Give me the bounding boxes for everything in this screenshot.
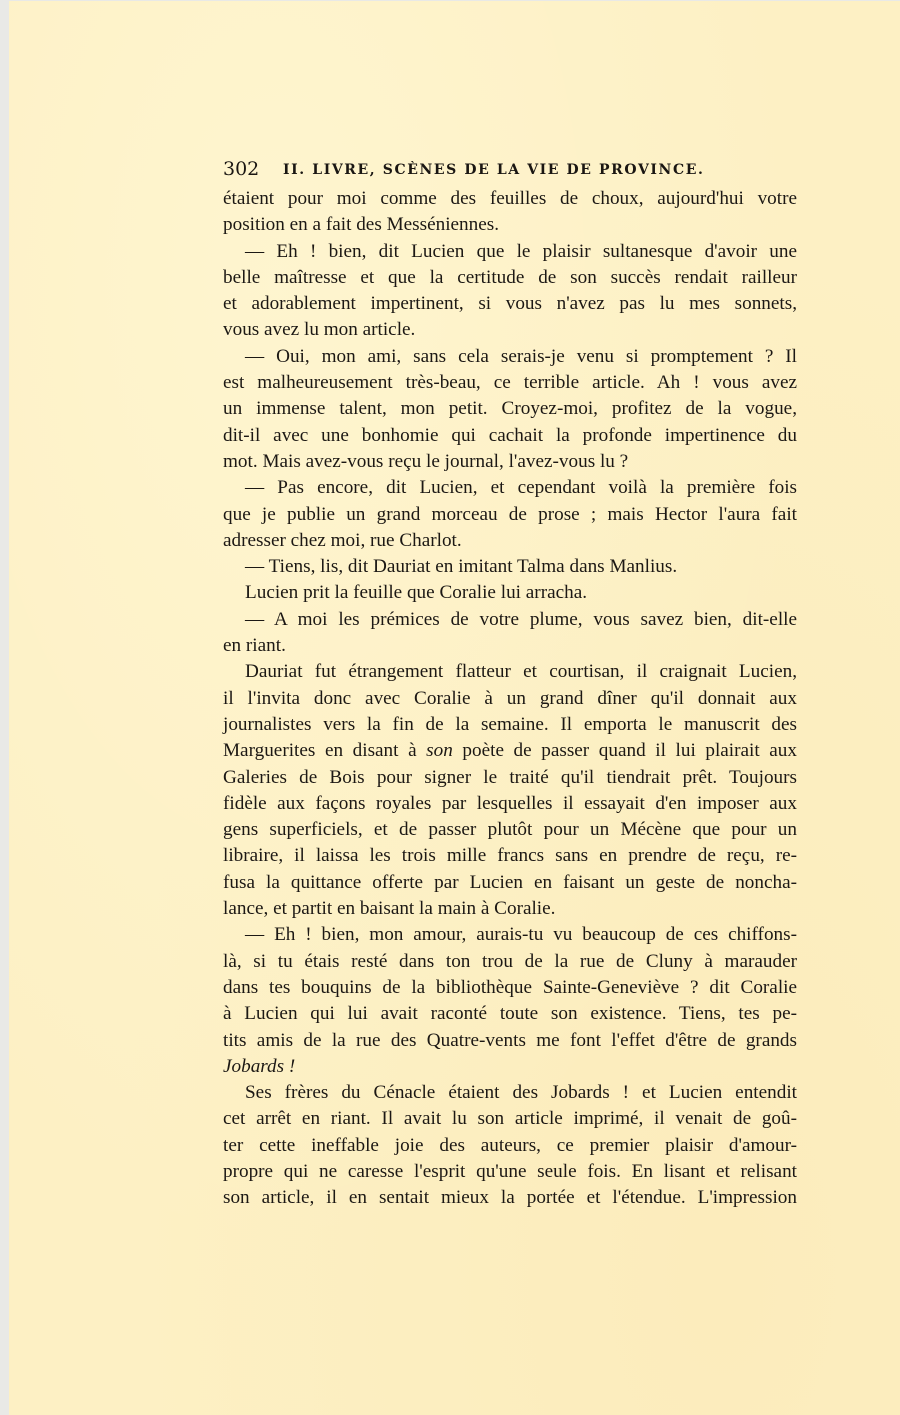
- italic-text: Jobards !: [223, 1055, 296, 1077]
- italic-text: son: [426, 740, 453, 762]
- text-line: Dauriat fut étrangement flatteur et courtisan, il craignait Lucien,: [245, 661, 797, 683]
- text-line: — Pas encore, dit Lucien, et cependant voilà la première fois: [245, 477, 797, 499]
- text-line: un immense talent, mon petit. Croyez-moi, profitez de la vogue,: [223, 398, 797, 420]
- page-number: 302: [223, 158, 260, 180]
- text-line: fusa la quittance offerte par Lucien en faisant un geste de noncha-: [223, 871, 797, 893]
- text-line: dit-il avec une bonhomie qui cachait la profonde impertinence du: [223, 424, 797, 446]
- text-line: tits amis de la rue des Quatre-vents me font l'effet d'être de grands: [223, 1029, 797, 1051]
- text-line: son article, il en sentait mieux la portée et l'étendue. L'impression: [223, 1187, 797, 1209]
- page-header: [223, 155, 799, 183]
- text-line: lance, et partit en baisant la main à Coralie.: [223, 898, 556, 920]
- text-line: libraire, il laissa les trois mille francs sans en prendre de reçu, re-: [223, 845, 797, 867]
- text-line: adresser chez moi, rue Charlot.: [223, 529, 462, 551]
- text-line: il l'invita donc avec Coralie à un grand dîner qu'il donnait aux: [223, 687, 797, 709]
- text-line: est malheureusement très-beau, ce terrible article. Ah ! vous avez: [223, 372, 797, 394]
- text-line: Ses frères du Cénacle étaient des Jobards ! et Lucien entendit: [245, 1082, 797, 1104]
- text-line: — Eh ! bien, mon amour, aurais-tu vu beaucoup de ces chiffons-: [245, 924, 797, 946]
- body-text: [223, 186, 797, 1212]
- text-line: — Tiens, lis, dit Dauriat en imitant Talma dans Manlius.: [245, 556, 678, 578]
- text-line: — Eh ! bien, dit Lucien que le plaisir sultanesque d'avoir une: [245, 240, 797, 262]
- text-line: position en a fait des Messéniennes.: [223, 214, 500, 236]
- text-line: dans tes bouquins de la bibliothèque Sainte-Geneviève ? dit Coralie: [223, 976, 797, 998]
- text-line: là, si tu étais resté dans ton trou de la rue de Cluny à marauder: [223, 950, 797, 972]
- text-line: propre qui ne caresse l'esprit qu'une seule fois. En lisant et relisant: [223, 1160, 797, 1182]
- text-line: à Lucien qui lui avait raconté toute son existence. Tiens, tes pe-: [223, 1003, 797, 1025]
- book-page: [9, 1, 900, 1415]
- text-line: ter cette ineffable joie des auteurs, ce premier plaisir d'amour-: [223, 1134, 797, 1156]
- text-line: [223, 738, 797, 764]
- text-line: vous avez lu mon article.: [223, 319, 416, 341]
- text-run: Marguerites en disant à: [223, 740, 427, 762]
- text-line: gens superficiels, et de passer plutôt pour un Mécène que pour un: [223, 819, 797, 841]
- text-line: fidèle aux façons royales par lesquelles il essayait d'en imposer aux: [223, 792, 797, 814]
- text-line: — A moi les prémices de votre plume, vous savez bien, dit-elle: [245, 608, 797, 630]
- text-line: [223, 1054, 797, 1080]
- text-line: journalistes vers la fin de la semaine. Il emporta le manuscrit des: [223, 713, 797, 735]
- text-line: que je publie un grand morceau de prose ; mais Hector l'aura fait: [223, 503, 797, 525]
- text-line: mot. Mais avez-vous reçu le journal, l'avez-vous lu ?: [223, 450, 629, 472]
- text-line: belle maîtresse et que la certitude de son succès rendait railleur: [223, 266, 797, 288]
- text-line: Galeries de Bois pour signer le traité qu'il tiendrait prêt. Toujours: [223, 766, 797, 788]
- text-line: en riant.: [223, 635, 286, 657]
- text-line: cet arrêt en riant. Il avait lu son article imprimé, il venait de goû-: [223, 1108, 797, 1130]
- text-run: poète de passer quand il lui plairait aux: [452, 740, 797, 762]
- text-line: — Oui, mon ami, sans cela serais-je venu si promptement ? Il: [245, 345, 797, 367]
- text-line: et adorablement impertinent, si vous n'avez pas lu mes sonnets,: [223, 293, 797, 315]
- text-line: étaient pour moi comme des feuilles de choux, aujourd'hui votre: [223, 188, 797, 209]
- running-head: II. LIVRE, SCÈNES DE LA VIE DE PROVINCE.: [283, 162, 705, 178]
- text-line: Lucien prit la feuille que Coralie lui arracha.: [245, 582, 588, 604]
